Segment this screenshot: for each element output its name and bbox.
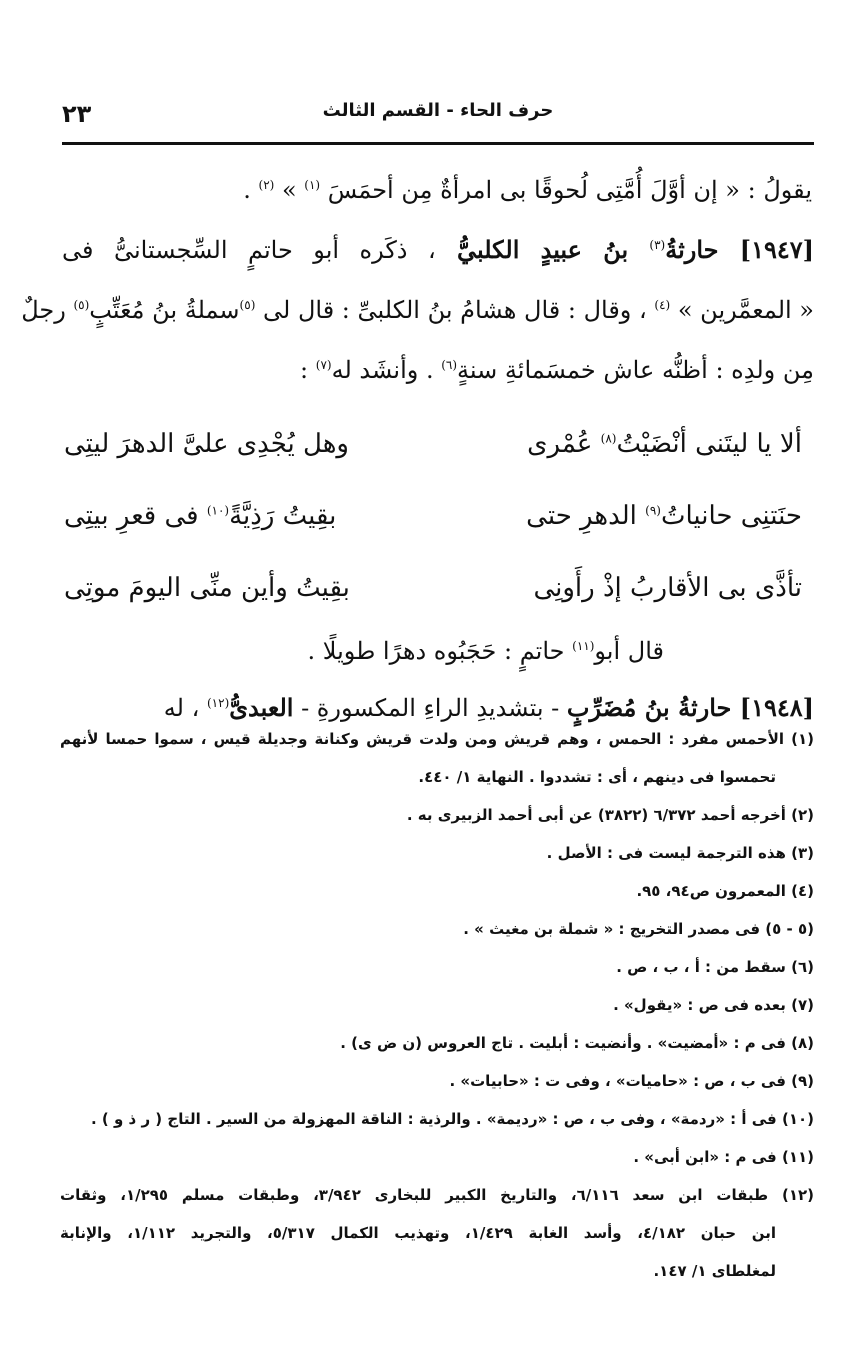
footnote-4: (٤) المعمرون ص٩٤، ٩٥. bbox=[636, 882, 814, 900]
quote-text-2: حاتمٍ : حَجَبُوه دهرًا طويلًا . bbox=[307, 637, 573, 665]
footnote-2: (٢) أخرجه أحمد ٦/٣٧٢ (٣٨٢٢) عن أبى أحمد الزبيرى به . bbox=[406, 806, 814, 824]
footnote-ref-5: (٥) bbox=[239, 298, 256, 312]
quote-close: » bbox=[274, 176, 305, 204]
verse-3 bbox=[62, 552, 814, 624]
text-line-4 bbox=[62, 340, 814, 400]
footnote-5: (٥ - ٥) فى مصدر التخريج : « شملة بن مغيث » . bbox=[463, 920, 814, 938]
hadith-text: يقولُ : « إن أوَّلَ أُمَّتِى لُحوقًا بى امرأةٌ مِن أحمَسَ bbox=[320, 176, 812, 204]
footnote-ref-8: (٨) bbox=[600, 431, 617, 446]
footnote-11: (١١) فى م : «ابن أبى» . bbox=[633, 1148, 814, 1166]
footnote-10: (١٠) فى أ : «ردمة» ، وفى ب ، ص : «رديمة» . والرذية : الناقة المهزولة من السير . التاج ( ر ذ و ) . bbox=[90, 1110, 814, 1128]
verse-text: ألا يا ليتَنى أنْضَيْتُ bbox=[616, 429, 802, 459]
footnote-ref-3: (٣) bbox=[649, 238, 666, 252]
footnote-ref-5-end: (٥) bbox=[73, 298, 90, 312]
footnote-ref-7: (٧) bbox=[315, 358, 332, 372]
narration-text-3: . وأنشَد له bbox=[331, 356, 442, 384]
book-title: « المعمَّرين » bbox=[670, 296, 814, 324]
footnote-1: (١) الأحمس مفرد : الحمس ، وهم قريش ومن ولدت قريش وكنانة وجديلة قيس ، سموا حمسا لأنهم bbox=[60, 730, 814, 748]
quote-text: قال أبو bbox=[594, 637, 664, 665]
text-line-quote bbox=[62, 624, 814, 678]
text-line-3 bbox=[21, 280, 814, 340]
footnote-ref-6: (٦) bbox=[441, 358, 458, 372]
verse-1-second-hemistich: وهل يُجْدِى علىَّ الدهرَ ليتِى bbox=[64, 429, 349, 459]
person-name: سملةُ بنُ مُعَتِّبٍ bbox=[89, 296, 240, 324]
footnote-ref-4: (٤) bbox=[654, 298, 671, 312]
footnote-ref-10: (١٠) bbox=[206, 503, 230, 518]
entry-1948-name: العبدىُّ bbox=[229, 693, 294, 722]
verse-3-first-hemistich: تأذَّى بى الأقاربُ إذْ رأَونِى bbox=[533, 573, 802, 603]
footnote-12: (١٢) طبقات ابن سعد ٦/١١٦، والتاريخ الكبير للبخارى ٣/٩٤٢، وطبقات مسلم ١/٢٩٥، وثقات bbox=[60, 1186, 814, 1204]
verse-text: فى قعرِ بيتِى bbox=[64, 501, 207, 531]
verse-1 bbox=[62, 408, 814, 480]
footnote-12-cont: ابن حبان ٤/١٨٢، وأسد الغابة ١/٤٢٩، وتهذيب الكمال ٥/٣١٧، والتجريد ١/١١٢، والإنابة bbox=[60, 1224, 776, 1242]
entry-1948-text: - بتشديدِ الراءِ المكسورةِ - bbox=[293, 694, 567, 722]
page-number: ٢٣ bbox=[62, 100, 92, 128]
footnote-8: (٨) فى م : «أمضيت» . وأنضيت : أبليت . تاج العروس (ن ض ى) . bbox=[340, 1034, 814, 1052]
verse-text: عُمْرى bbox=[527, 429, 601, 459]
verse-text: بقِيتُ رَذِيَّةً bbox=[229, 501, 337, 531]
verse-3-second-hemistich: بقِيتُ وأين منِّى اليومَ موتِى bbox=[64, 573, 350, 603]
footnote-ref-12: (١٢) bbox=[206, 696, 230, 710]
footnote-6: (٦) سقط من : أ ، ب ، ص . bbox=[616, 958, 814, 976]
verse-2 bbox=[62, 480, 814, 552]
entry-1948-heading: [١٩٤٨] حارثةُ بنُ مُضَرِّبٍ bbox=[566, 693, 814, 722]
footnote-ref-11: (١١) bbox=[572, 639, 595, 653]
footnotes bbox=[60, 720, 814, 1290]
entry-1947-heading: [١٩٤٧] حارثةُ bbox=[665, 235, 815, 264]
footnote-ref-2: (٢) bbox=[258, 178, 275, 192]
verse-text: حنَتنِى حانياتُ bbox=[660, 501, 802, 531]
page-header bbox=[62, 92, 814, 138]
footnote-ref-1: (١) bbox=[304, 178, 321, 192]
main-text bbox=[21, 160, 815, 738]
footnote-9: (٩) فى ب ، ص : «حاميات» ، وفى ت : «حابيات» . bbox=[449, 1072, 814, 1090]
footnote-1-cont: تحمسوا فى دينهم ، أى : تشددوا . النهاية ١/ ٤٤٠. bbox=[418, 768, 776, 786]
narration-text: ، وقال : قال هشامُ بنُ الكلبىِّ : قال لى bbox=[255, 296, 655, 324]
colon: : bbox=[300, 356, 316, 384]
footnote-7: (٧) بعده فى ص : «يقول» . bbox=[613, 996, 814, 1014]
footnote-ref-9: (٩) bbox=[645, 503, 661, 518]
verse-2-first-hemistich bbox=[526, 480, 802, 552]
verse-text: الدهرِ حتى bbox=[526, 501, 646, 531]
footnote-12-cont-2: لمغلطاى ١/ ١٤٧. bbox=[653, 1262, 776, 1280]
footnote-3: (٣) هذه الترجمة ليست فى : الأصل . bbox=[546, 844, 814, 862]
header-rule bbox=[62, 142, 814, 145]
entry-1947-line bbox=[62, 220, 814, 280]
verse-2-second-hemistich bbox=[64, 480, 336, 552]
narration-text-2: مِن ولدِه : أظنُّه عاش خمسَمائةِ سنةٍ bbox=[457, 356, 814, 384]
entry-1947-text: ، ذكَره أبو حاتمٍ السِّجستانىُّ فى bbox=[62, 236, 436, 264]
period: . bbox=[243, 176, 259, 204]
verse-1-first-hemistich bbox=[527, 408, 802, 480]
entry-1947-name: بنُ عبيدٍ الكلبيُّ bbox=[435, 235, 650, 264]
line-end: رجلٌ bbox=[21, 296, 74, 324]
text-line-1 bbox=[62, 160, 814, 220]
running-title: حرف الحاء - القسم الثالث bbox=[322, 100, 554, 121]
entry-1948-end: ، له bbox=[163, 694, 207, 722]
